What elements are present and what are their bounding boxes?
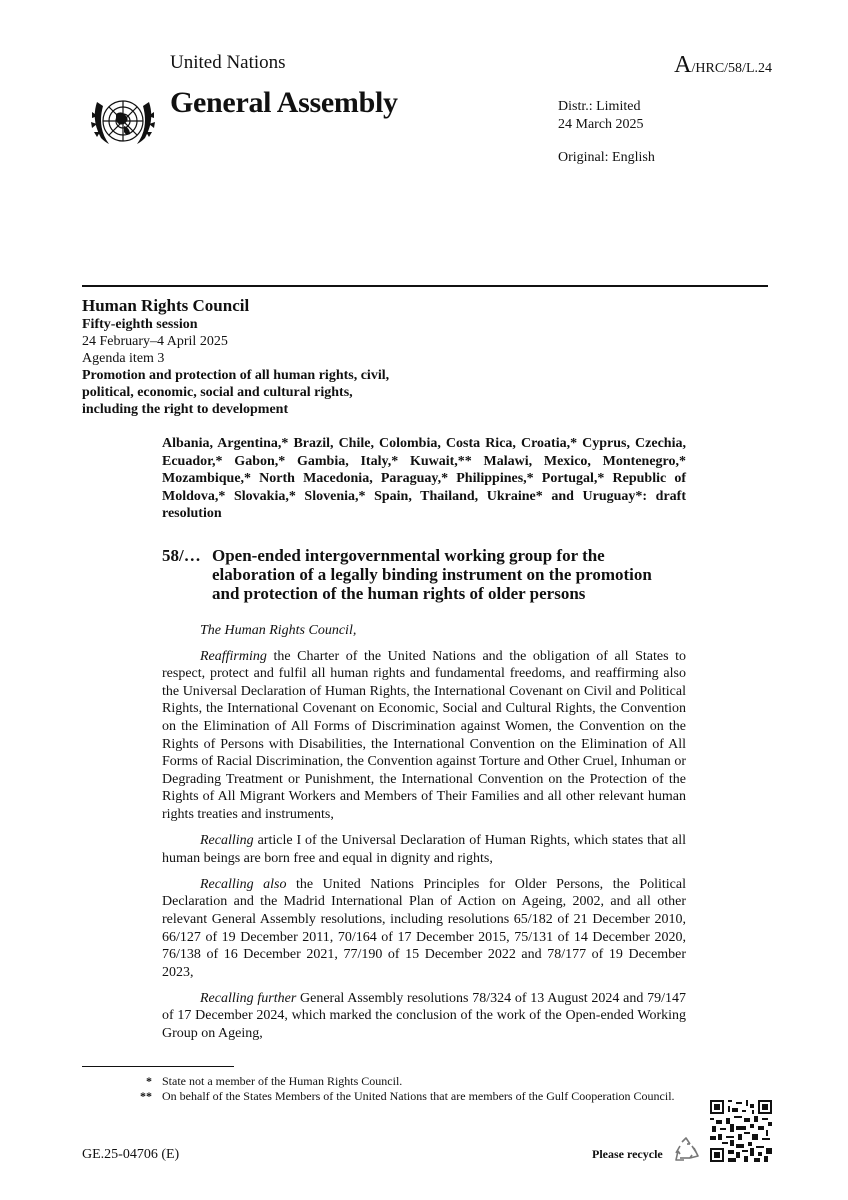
resolution-body (162, 622, 686, 1051)
resolution-title: Open-ended intergovernmental working group for the elaboration of a legally binding instrument on the promotion and protection of the human rights of older persons (212, 546, 652, 603)
distribution-info (558, 98, 644, 134)
symbol-prefix: A (674, 52, 692, 78)
council-preamble (162, 622, 686, 640)
qr-code-icon (710, 1100, 772, 1162)
body-title: General Assembly (170, 86, 398, 119)
footnote-marker: ** (140, 1089, 152, 1103)
un-emblem-icon (84, 88, 162, 158)
document-symbol (600, 52, 772, 79)
paragraph-text: article I of the Universal Declaration of Human Rights, which states that all human beings are born free and equal in dignity and rights, (162, 833, 686, 866)
footnote-text: State not a member of the Human Rights Council. (162, 1074, 403, 1088)
council-name: Human Rights Council (82, 296, 250, 315)
agenda-item: Agenda item 3 (82, 351, 165, 366)
footnote-text: On behalf of the States Members of the United Nations that are members of the Gulf Cooperation Council. (162, 1089, 675, 1103)
document-date: 24 March 2025 (558, 117, 644, 132)
sponsor-list: Albania, Argentina,* Brazil, Chile, Colombia, Costa Rica, Croatia,* Cyprus, Czechia, Ecuador,* Gabon,* Gambia, Italy,* Kuwait,** Malawi, Mexico, Montenegro,* Mozambique,* North Macedonia, Paraguay,* Philippines,* Portugal,* Republic of Moldova,* Slovakia,* Slovenia,* Spain, Thailand, Ukraine* and Uruguay*: draft resolution (162, 436, 686, 521)
footnote-marker: * (146, 1074, 152, 1088)
paragraph-lead: Recalling (200, 833, 254, 849)
preamble-paragraph (162, 832, 686, 867)
preamble-paragraph (162, 876, 686, 982)
paragraph-text: the United Nations Principles for Older Persons, the Political Declaration and the Madrid International Plan of Action on Ageing, 2002, and all other relevant General Assembly resolutions, including resolutions 65/182 of 21 December 2010, 66/127 of 19 December 2011, 70/164 of 17 December 2015, 75/131 of 14 December 2020, 76/138 of 16 December 2021, 77/190 of 15 December 2022 and 78/177 of 19 December 2023, (162, 876, 686, 980)
original-language: Original: English (558, 150, 655, 165)
header-divider (82, 285, 768, 287)
paragraph-lead: Recalling also (200, 876, 287, 892)
recycle-icon (672, 1136, 700, 1164)
org-name: United Nations (170, 52, 286, 73)
symbol-rest: /HRC/58/L.24 (691, 61, 772, 76)
paragraph-text: the Charter of the United Nations and the obligation of all States to respect, protect and fulfil all human rights and fundamental freedoms, and reaffirming also the Universal Declaration of Human Rights, the International Covenant on Civil and Political Rights, the International Covenant on Economic, Social and Cultural Rights, the Convention on the Elimination of All Forms of Discrimination against Women, the Convention on the Rights of Persons with Disabilities, the International Convention on the Elimination of All Forms of Racial Discrimination, the Convention against Torture and Other Cruel, Inhuman or Degrading Treatment or Punishment, the International Convention on the Protection of the Rights of All Migrant Workers and Members of Their Families and all other relevant human rights treaties and instruments, (162, 648, 686, 822)
agenda-title: Promotion and protection of all human rights, civil, political, economic, social and cultural rights, including the right to development (82, 368, 390, 417)
session-dates: 24 February–4 April 2025 (82, 334, 228, 349)
paragraph-text: General Assembly resolutions 78/324 of 13 August 2024 and 79/147 of 17 December 2024, which marked the conclusion of the work of the Open-ended Working Group on Ageing, (162, 990, 686, 1041)
footnote-divider (82, 1066, 234, 1067)
document-code: GE.25-04706 (E) (82, 1147, 180, 1162)
paragraph-lead: Recalling further (200, 990, 297, 1006)
session-info (82, 316, 412, 418)
preamble-paragraph (162, 990, 686, 1043)
resolution-number: 58/… (162, 546, 201, 565)
session-name: Fifty-eighth session (82, 317, 198, 332)
recycle-label: Please recycle (592, 1147, 663, 1161)
preamble-paragraph (162, 648, 686, 824)
council-line: The Human Rights Council, (200, 623, 357, 638)
paragraph-lead: Reaffirming (200, 648, 267, 664)
distribution-status: Distr.: Limited (558, 99, 641, 114)
